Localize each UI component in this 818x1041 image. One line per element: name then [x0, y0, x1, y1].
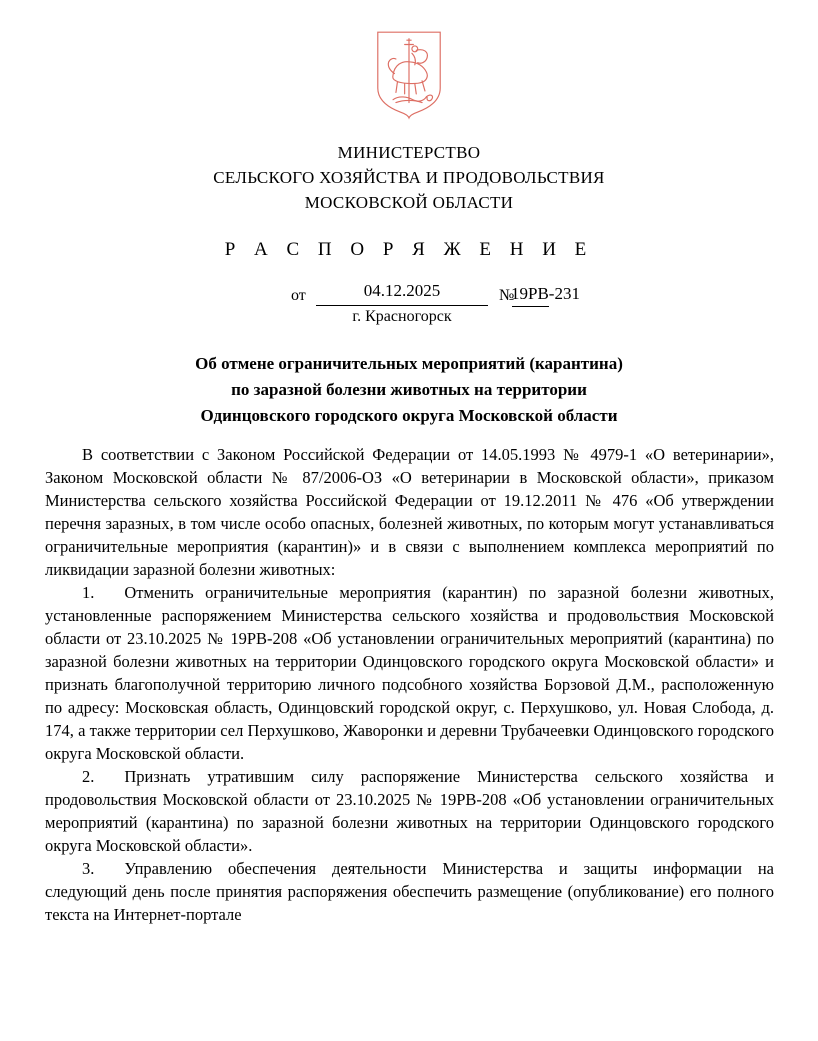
date-value: 04.12.2025: [363, 281, 441, 300]
document-title-line-1: Об отмене ограничительных мероприятий (карантина): [195, 354, 623, 373]
document-type-heading: Р А С П О Р Я Ж Е Н И Е: [224, 239, 594, 260]
item-number-3: 3.: [82, 859, 95, 878]
item-text-3: Управлению обеспечения деятельности Министерства и защиты информации на следующий день после принятия распоряжения обеспечить размещение (опубликование) его полного текста на Интернет-портале: [45, 859, 774, 924]
ministry-name-line-2: СЕЛЬСКОГО ХОЗЯЙСТВА И ПРОДОВОЛЬСТВИЯ: [213, 168, 605, 187]
item-number-1: 1.: [82, 583, 95, 602]
document-body: [45, 443, 774, 926]
number-underline: [512, 306, 549, 307]
number-value: 19РВ-231: [511, 284, 580, 303]
coat-of-arms-icon: [372, 30, 446, 120]
date-number-row: [0, 281, 818, 331]
document-title: [0, 351, 818, 429]
ministry-name: [0, 140, 818, 215]
item-paragraph-3: [45, 857, 774, 926]
date-label: от: [291, 287, 306, 304]
item-text-1: Отменить ограничительные мероприятия (карантин) по заразной болезни животных, установленные распоряжением Министерства сельского хозяйства и продовольствия Московской области от 23.10.2025 № 19РВ-208 «Об установлении ограничительных мероприятий (карантина) по заразной болезни животных на территории Одинцовского городского округа Московской области» и признать благополучной территорию личного подсобного хозяйства Борзовой Д.М., расположенную по адресу: Московская область, Одинцовский городской округ, с. Перхушково, ул. Новая Слобода, д. 174, а также территории сел Перхушково, Жаворонки и деревни Трубачеевки Одинцовского городского округа Московской области.: [45, 583, 774, 763]
place-line: г. Красногорск: [352, 308, 452, 325]
item-paragraph-1: [45, 581, 774, 765]
ministry-name-line-3: МОСКОВСКОЙ ОБЛАСТИ: [304, 193, 514, 212]
ministry-name-line-1: МИНИСТЕРСТВО: [337, 143, 481, 162]
document-title-line-2: по заразной болезни животных на территории: [231, 380, 587, 399]
item-text-2: Признать утратившим силу распоряжение Министерства сельского хозяйства и продовольствия Московской области от 23.10.2025 № 19РВ-208 «Об установлении ограничительных мероприятий (карантина) по заразной болезни животных на территории Одинцовского городского округа Московской области».: [45, 767, 774, 855]
intro-paragraph: В соответствии с Законом Российской Федерации от 14.05.1993 № 4979-1 «О ветеринарии», Законом Московской области № 87/2006-ОЗ «О ветеринарии в Московской области», приказом Министерства сельского хозяйства Российской Федерации от 19.12.2011 № 476 «Об утверждении перечня заразных, в том числе особо опасных, болезней животных, по которым могут устанавливаться ограничительные мероприятия (карантин)» и в связи с выполнением комплекса мероприятий по ликвидации заразной болезни животных:: [45, 445, 774, 579]
item-paragraph-2: [45, 765, 774, 857]
date-field: [316, 281, 488, 306]
number-label: №: [499, 287, 515, 304]
item-number-2: 2.: [82, 767, 95, 786]
document-title-line-3: Одинцовского городского округа Московской области: [200, 406, 618, 425]
